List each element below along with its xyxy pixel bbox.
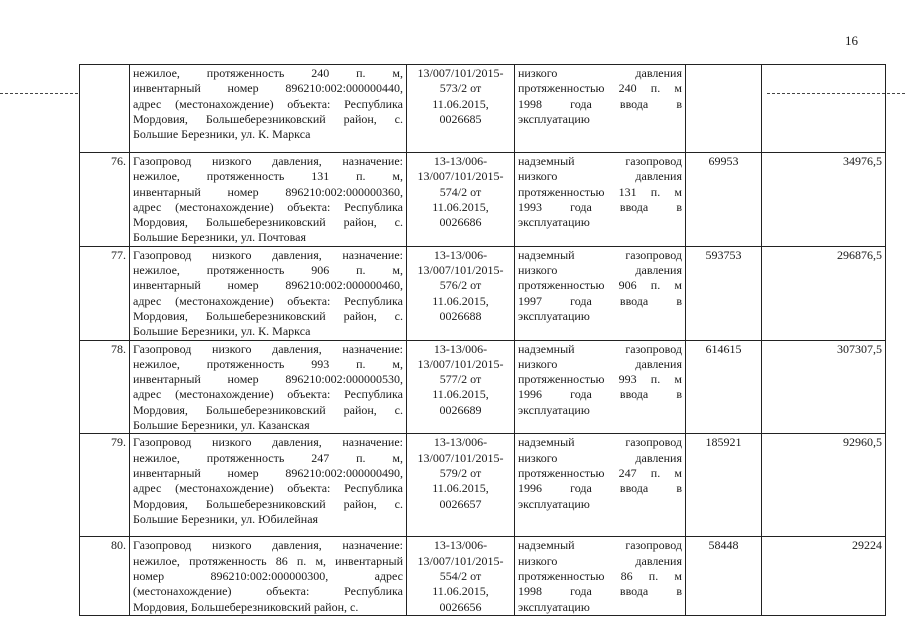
scan-artifact-line-left [0, 93, 78, 94]
object-description [130, 434, 407, 537]
registration-record-line: 11.06.2015, [432, 199, 489, 214]
object-description [130, 65, 407, 153]
object-description-line: Мордовия, Большеберезниковский район, с. [133, 308, 403, 323]
object-characteristics [515, 65, 686, 153]
residual-value [762, 65, 886, 153]
object-description-line: (местонахождение) объекта: Республика [133, 584, 403, 599]
object-characteristics-line: эксплуатацию [518, 496, 590, 511]
row-number: 77. [80, 246, 130, 340]
registration-record-line: 0026688 [439, 308, 482, 323]
registration-record-line: 0026685 [439, 111, 482, 126]
object-description-line: адрес (местонахождение) объекта: Республика [133, 387, 403, 402]
object-characteristics [515, 246, 686, 340]
object-characteristics-line: низкого давления [518, 66, 682, 80]
object-description-line: инвентарный номер 896210:002:000000490, [133, 465, 403, 480]
object-description-line: нежилое, протяженность 993 п. м, [133, 356, 403, 371]
book-value: 185921 [686, 434, 762, 537]
object-description-line: инвентарный номер 896210:002:000000360, [133, 184, 403, 199]
registration-record-line: 13-13/006- [433, 341, 488, 356]
object-characteristics [515, 537, 686, 615]
object-characteristics-line: эксплуатацию [518, 308, 590, 323]
page-number: 16 [845, 33, 858, 48]
registration-record-line: 574/2 от [439, 184, 482, 199]
object-characteristics-line: эксплуатацию [518, 111, 590, 126]
object-characteristics-line: 1996 года ввода в [518, 387, 682, 402]
row-number: 79. [80, 434, 130, 537]
residual-value: 92960,5 [762, 434, 886, 537]
object-description-line: Мордовия, Большеберезниковский район, с. [133, 402, 403, 417]
object-description-line: Мордовия, Большеберезниковский район, с. [133, 215, 403, 230]
book-value: 69953 [686, 153, 762, 247]
registration-record [407, 246, 515, 340]
object-description-line: нежилое, протяженность 906 п. м, [133, 263, 403, 278]
registration-record [407, 434, 515, 537]
object-description-line: Мордовия, Большеберезниковский район, с. [133, 599, 359, 614]
object-characteristics-line: протяженностью 86 п. м [518, 568, 682, 583]
object-characteristics-line: протяженностью 247 п. м [518, 465, 682, 480]
object-description-line: адрес (местонахождение) объекта: Республика [133, 293, 403, 308]
object-characteristics-line: низкого давления [518, 169, 682, 184]
registration-record-line: 0026686 [439, 215, 482, 230]
object-description-line: Газопровод низкого давления, назначение: [133, 341, 403, 356]
registration-record-line: 11.06.2015, [432, 293, 489, 308]
object-characteristics-line: 1996 года ввода в [518, 481, 682, 496]
object-characteristics-line: низкого давления [518, 450, 682, 465]
object-characteristics-line: протяженностью 993 п. м [518, 372, 682, 387]
registration-record-line: 573/2 от [439, 81, 482, 96]
registration-record-line: 0026689 [439, 402, 482, 417]
object-characteristics-line: протяженностью 131 п. м [518, 184, 682, 199]
book-value: 58448 [686, 537, 762, 615]
object-characteristics-line: надземный газопровод [518, 154, 682, 168]
row-number: 80. [80, 537, 130, 615]
object-description-line: Большие Березники, ул. Почтовая [133, 230, 306, 245]
object-description-line: Газопровод низкого давления, назначение: [133, 435, 403, 450]
object-description-line: Большие Березники, ул. К. Маркса [133, 127, 311, 142]
object-characteristics-line: 1993 года ввода в [518, 199, 682, 214]
object-description-line: инвентарный номер 896210:002:000000460, [133, 278, 403, 293]
registration-record-line: 13-13/006- [433, 154, 488, 168]
object-characteristics-line: низкого давления [518, 553, 682, 568]
registration-record-line: 579/2 от [439, 465, 482, 480]
object-characteristics-line: надземный газопровод [518, 247, 682, 262]
object-description-line: Большие Березники, ул. К. Маркса [133, 324, 311, 339]
object-characteristics-line: 1998 года ввода в [518, 584, 682, 599]
object-characteristics [515, 340, 686, 434]
registration-record [407, 340, 515, 434]
registration-record-line: 0026656 [439, 599, 482, 614]
object-description-line: Газопровод низкого давления, назначение: [133, 247, 403, 262]
registration-record [407, 537, 515, 615]
object-characteristics-line: надземный газопровод [518, 435, 682, 450]
registration-record-line: 13/007/101/2015- [417, 169, 504, 184]
object-characteristics-line: эксплуатацию [518, 402, 590, 417]
registration-record-line: 13/007/101/2015- [417, 553, 504, 568]
book-value: 593753 [686, 246, 762, 340]
registration-record-line: 554/2 от [439, 568, 482, 583]
object-description [130, 340, 407, 434]
residual-value: 296876,5 [762, 246, 886, 340]
registration-record-line: 11.06.2015, [432, 481, 489, 496]
residual-value: 34976,5 [762, 153, 886, 247]
table-row [80, 246, 886, 340]
registration-record-line: 13/007/101/2015- [417, 263, 504, 278]
object-description-line: номер 896210:002:000000300, адрес [133, 568, 403, 583]
table-row [80, 153, 886, 247]
object-characteristics-line: надземный газопровод [518, 538, 682, 553]
registration-record-line: 11.06.2015, [432, 387, 489, 402]
registration-record-line: 13/007/101/2015- [417, 450, 504, 465]
object-characteristics-line: эксплуатацию [518, 215, 590, 230]
object-characteristics-line: протяженностью 240 п. м [518, 81, 682, 96]
object-description-line: инвентарный номер 896210:002:000000530, [133, 372, 403, 387]
row-number [80, 65, 130, 153]
registration-record-line: 13-13/006- [433, 538, 488, 553]
residual-value: 307307,5 [762, 340, 886, 434]
registration-record-line: 13-13/006- [433, 435, 488, 450]
object-characteristics-line: 1998 года ввода в [518, 96, 682, 111]
row-number: 78. [80, 340, 130, 434]
registration-record [407, 65, 515, 153]
object-description [130, 537, 407, 615]
table-row [80, 65, 886, 153]
object-description [130, 153, 407, 247]
registration-record-line: 0026657 [439, 496, 482, 511]
registration-record-line: 576/2 от [439, 278, 482, 293]
book-value [686, 65, 762, 153]
object-description-line: Большие Березники, ул. Казанская [133, 418, 310, 433]
object-description-line: инвентарный номер 896210:002:000000440, [133, 81, 403, 96]
object-characteristics-line: надземный газопровод [518, 341, 682, 356]
object-characteristics-line: эксплуатацию [518, 599, 590, 614]
row-number: 76. [80, 153, 130, 247]
object-characteristics-line: низкого давления [518, 356, 682, 371]
object-description-line: нежилое, протяженность 86 п. м, инвентарный [133, 553, 403, 568]
book-value: 614615 [686, 340, 762, 434]
object-characteristics [515, 153, 686, 247]
registration-record-line: 11.06.2015, [432, 96, 489, 111]
table-row [80, 434, 886, 537]
object-characteristics-line: низкого давления [518, 263, 682, 278]
object-description-line: адрес (местонахождение) объекта: Республика [133, 96, 403, 111]
object-characteristics-line: протяженностью 906 п. м [518, 278, 682, 293]
object-description-line: Газопровод низкого давления, назначение: [133, 538, 403, 553]
object-characteristics-line: 1997 года ввода в [518, 293, 682, 308]
registration-record-line: 13/007/101/2015- [417, 356, 504, 371]
object-characteristics [515, 434, 686, 537]
object-description-line: Мордовия, Большеберезниковский район, с. [133, 496, 403, 511]
object-description-line: нежилое, протяженность 240 п. м, [133, 66, 403, 80]
residual-value: 29224 [762, 537, 886, 615]
object-description [130, 246, 407, 340]
object-description-line: Газопровод низкого давления, назначение: [133, 154, 403, 168]
object-description-line: адрес (местонахождение) объекта: Республика [133, 199, 403, 214]
registration-record-line: 577/2 от [439, 372, 482, 387]
object-description-line: нежилое, протяженность 131 п. м, [133, 169, 403, 184]
table-row [80, 537, 886, 615]
table-row [80, 340, 886, 434]
object-description-line: адрес (местонахождение) объекта: Республика [133, 481, 403, 496]
registration-record [407, 153, 515, 247]
object-description-line: Мордовия, Большеберезниковский район, с. [133, 111, 403, 126]
object-description-line: нежилое, протяженность 247 п. м, [133, 450, 403, 465]
property-table [79, 64, 886, 616]
object-description-line: Большие Березники, ул. Юбилейная [133, 511, 319, 526]
registration-record-line: 13-13/006- [433, 247, 488, 262]
registration-record-line: 13/007/101/2015- [417, 66, 504, 80]
registration-record-line: 11.06.2015, [432, 584, 489, 599]
